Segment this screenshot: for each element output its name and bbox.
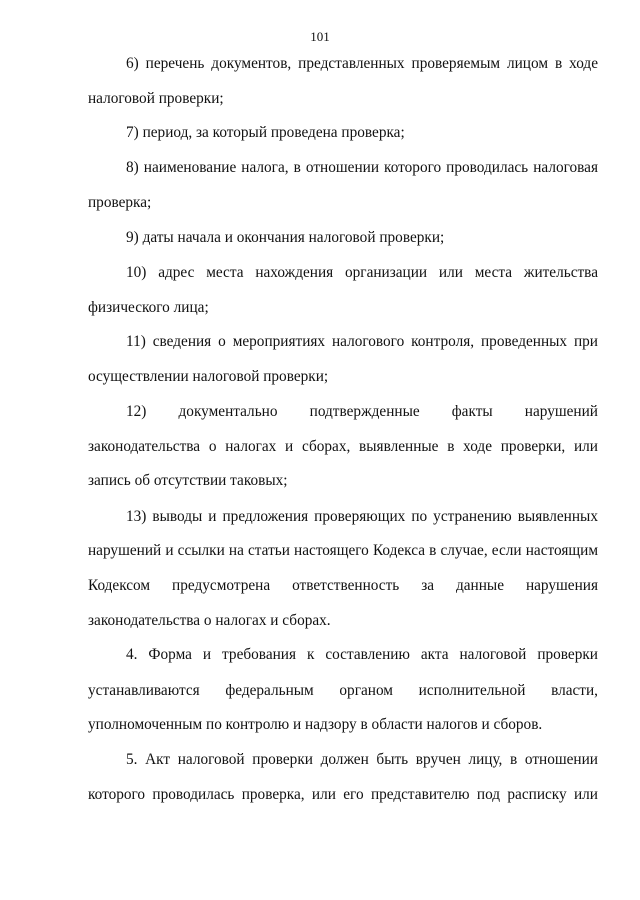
text-line: проверка; xyxy=(88,194,152,211)
text-line: 7) период, за который проведена проверка; xyxy=(126,124,405,141)
text-line: нарушений и ссылки на статьи настоящего Кодекса в случае, если настоящим xyxy=(88,542,598,559)
text-line: 5. Акт налоговой проверки должен быть вручен лицу, в отношении xyxy=(126,751,598,768)
text-line: Кодексом предусмотрена ответственность за данные нарушения xyxy=(88,577,598,594)
text-line: физического лица; xyxy=(88,299,209,316)
text-line: 13) выводы и предложения проверяющих по устранению выявленных xyxy=(126,508,598,525)
text-line: осуществлении налоговой проверки; xyxy=(88,368,329,385)
text-line: 11) сведения о мероприятиях налогового контроля, проведенных при xyxy=(126,333,598,350)
page-number: 101 xyxy=(310,29,330,44)
text-line: 8) наименование налога, в отношении которого проводилась налоговая xyxy=(126,159,598,176)
text-line: 6) перечень документов, представленных проверяемым лицом в ходе xyxy=(126,55,598,72)
text-line: 12) документально подтвержденные факты нарушений xyxy=(126,403,598,420)
text-line: 10) адрес места нахождения организации или места жительства xyxy=(126,264,598,281)
text-line: запись об отсутствии таковых; xyxy=(88,472,288,489)
text-line: налоговой проверки; xyxy=(88,90,224,107)
text-line: 9) даты начала и окончания налоговой проверки; xyxy=(126,229,445,246)
text-line: устанавливаются федеральным органом исполнительной власти, xyxy=(88,682,598,699)
text-line: которого проводилась проверка, или его представителю под расписку или xyxy=(88,786,598,803)
text-line: законодательства о налогах и сборах. xyxy=(88,612,331,629)
text-line: уполномоченным по контролю и надзору в области налогов и сборов. xyxy=(88,716,543,733)
text-line: законодательства о налогах и сборах, выявленные в ходе проверки, или xyxy=(88,438,598,455)
text-line: 4. Форма и требования к составлению акта налоговой проверки xyxy=(126,646,598,663)
